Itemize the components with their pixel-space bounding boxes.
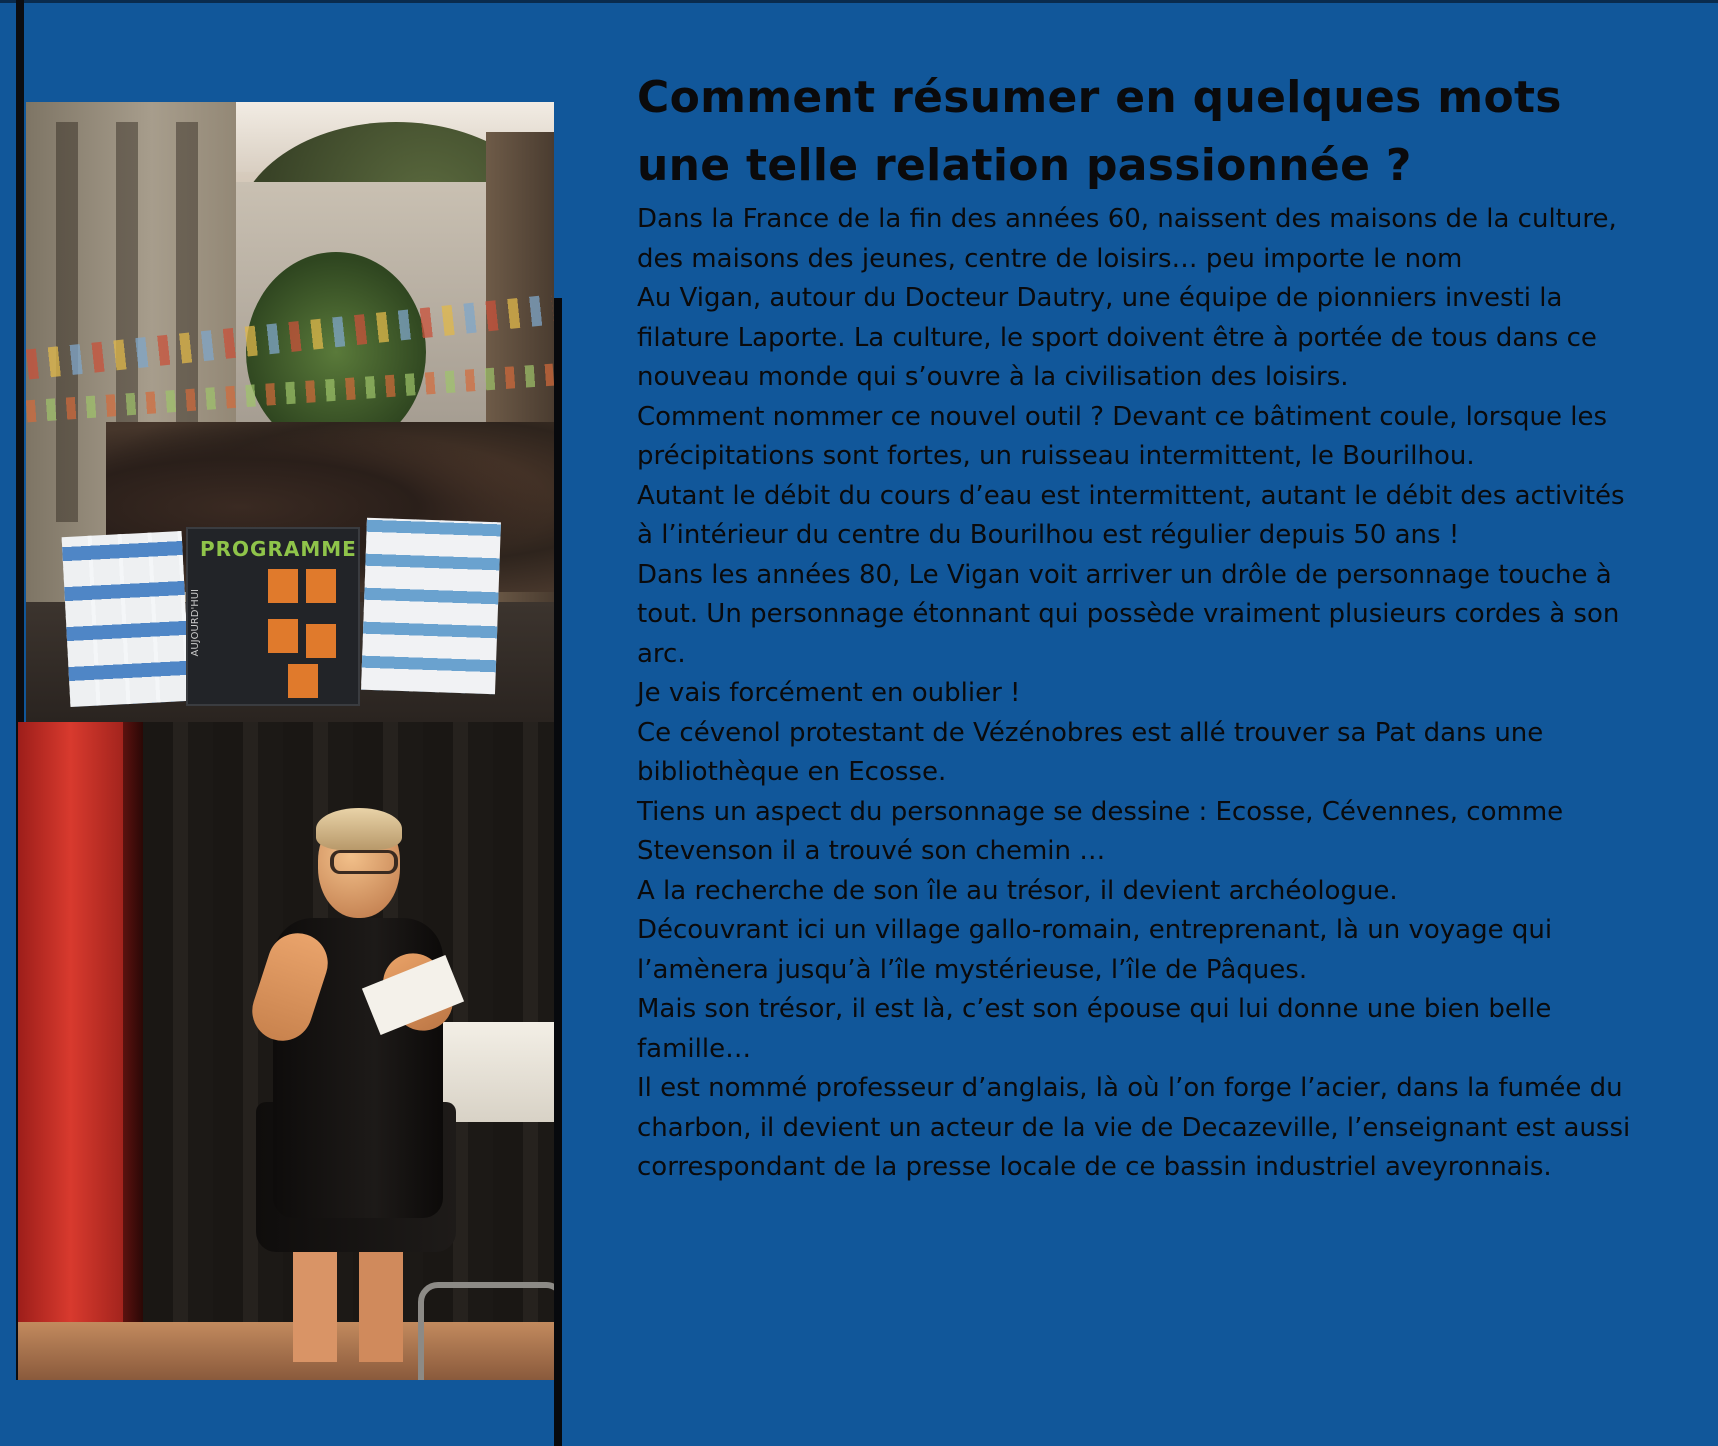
paragraph: Découvrant ici un village gallo-romain, entreprenant, là un voyage qui l’amènera jusqu’à l’île mystérieuse, l’île de Pâques. <box>637 915 1553 985</box>
legs <box>293 1252 403 1362</box>
paragraph: Autant le débit du cours d’eau est intermittent, autant le débit des activités à l’intérieur du centre du Bourilhou est régulier depuis 50 ans ! <box>637 480 1625 550</box>
paragraph: Dans les années 80, Le Vigan voit arriver un drôle de personnage touche à tout. Un personnage étonnant qui possède vraiment plusieurs cordes à son arc. <box>637 559 1620 669</box>
festival-street-photo <box>26 102 554 722</box>
programme-card <box>268 619 298 653</box>
photo-frame-edge <box>16 722 18 1380</box>
paragraph: Tiens un aspect du personnage se dessine : Ecosse, Cévennes, comme Stevenson il a trouvé son chemin … <box>637 796 1564 866</box>
programme-label: PROGRAMME <box>200 537 357 561</box>
paragraph: Ce cévenol protestant de Vézénobres est allé trouver sa Pat dans une bibliothèque en Ecosse. <box>637 717 1544 787</box>
poster-board-right <box>361 518 501 695</box>
hair <box>316 808 402 850</box>
board-side-text: AUJOURD'HUI <box>190 589 201 657</box>
top-border <box>0 0 1718 3</box>
paragraph: Dans la France de la fin des années 60, naissent des maisons de la culture, des maisons des jeunes, centre de loisirs… peu importe le nom <box>637 204 1617 274</box>
glasses <box>330 850 398 874</box>
article-body <box>637 200 1637 1188</box>
paragraph: A la recherche de son île au trésor, il devient archéologue. <box>637 875 1398 906</box>
curtain-shadow <box>123 722 143 1380</box>
paragraph: Comment nommer ce nouvel outil ? Devant ce bâtiment coule, lorsque les précipitations sont fortes, un ruisseau intermittent, le Bourilhou. <box>637 401 1608 471</box>
paragraph: Je vais forcément en oublier ! <box>637 678 1021 708</box>
paragraph: Au Vigan, autour du Docteur Dautry, une équipe de pionniers investi la filature Laporte. La culture, le sport doivent être à portée de tous dans ce nouveau monde qui s’ouvre à la civilisation des loisirs. <box>637 283 1597 392</box>
poster-board-left <box>62 531 191 707</box>
programme-board <box>186 527 360 706</box>
paragraph: Il est nommé professeur d’anglais, là où l’on forge l’acier, dans la fumée du charbon, il devient un acteur de la vie de Decazeville, l’enseignant est aussi correspondant de la presse locale de ce bassin industriel aveyronnais. <box>637 1073 1631 1182</box>
center-decorative-bar <box>554 298 562 1446</box>
red-curtain <box>18 722 123 1380</box>
article-text <box>637 64 1637 1188</box>
stage-reading-photo <box>18 722 554 1380</box>
paragraph: Mais son trésor, il est là, c’est son épouse qui lui donne une bien belle famille… <box>637 994 1552 1064</box>
programme-card <box>268 569 298 603</box>
programme-card <box>306 569 336 603</box>
chair <box>418 1282 554 1380</box>
programme-card <box>306 624 336 658</box>
article-heading: Comment résumer en quelques mots une telle relation passionnée ? <box>637 72 1562 191</box>
programme-card <box>288 664 318 698</box>
